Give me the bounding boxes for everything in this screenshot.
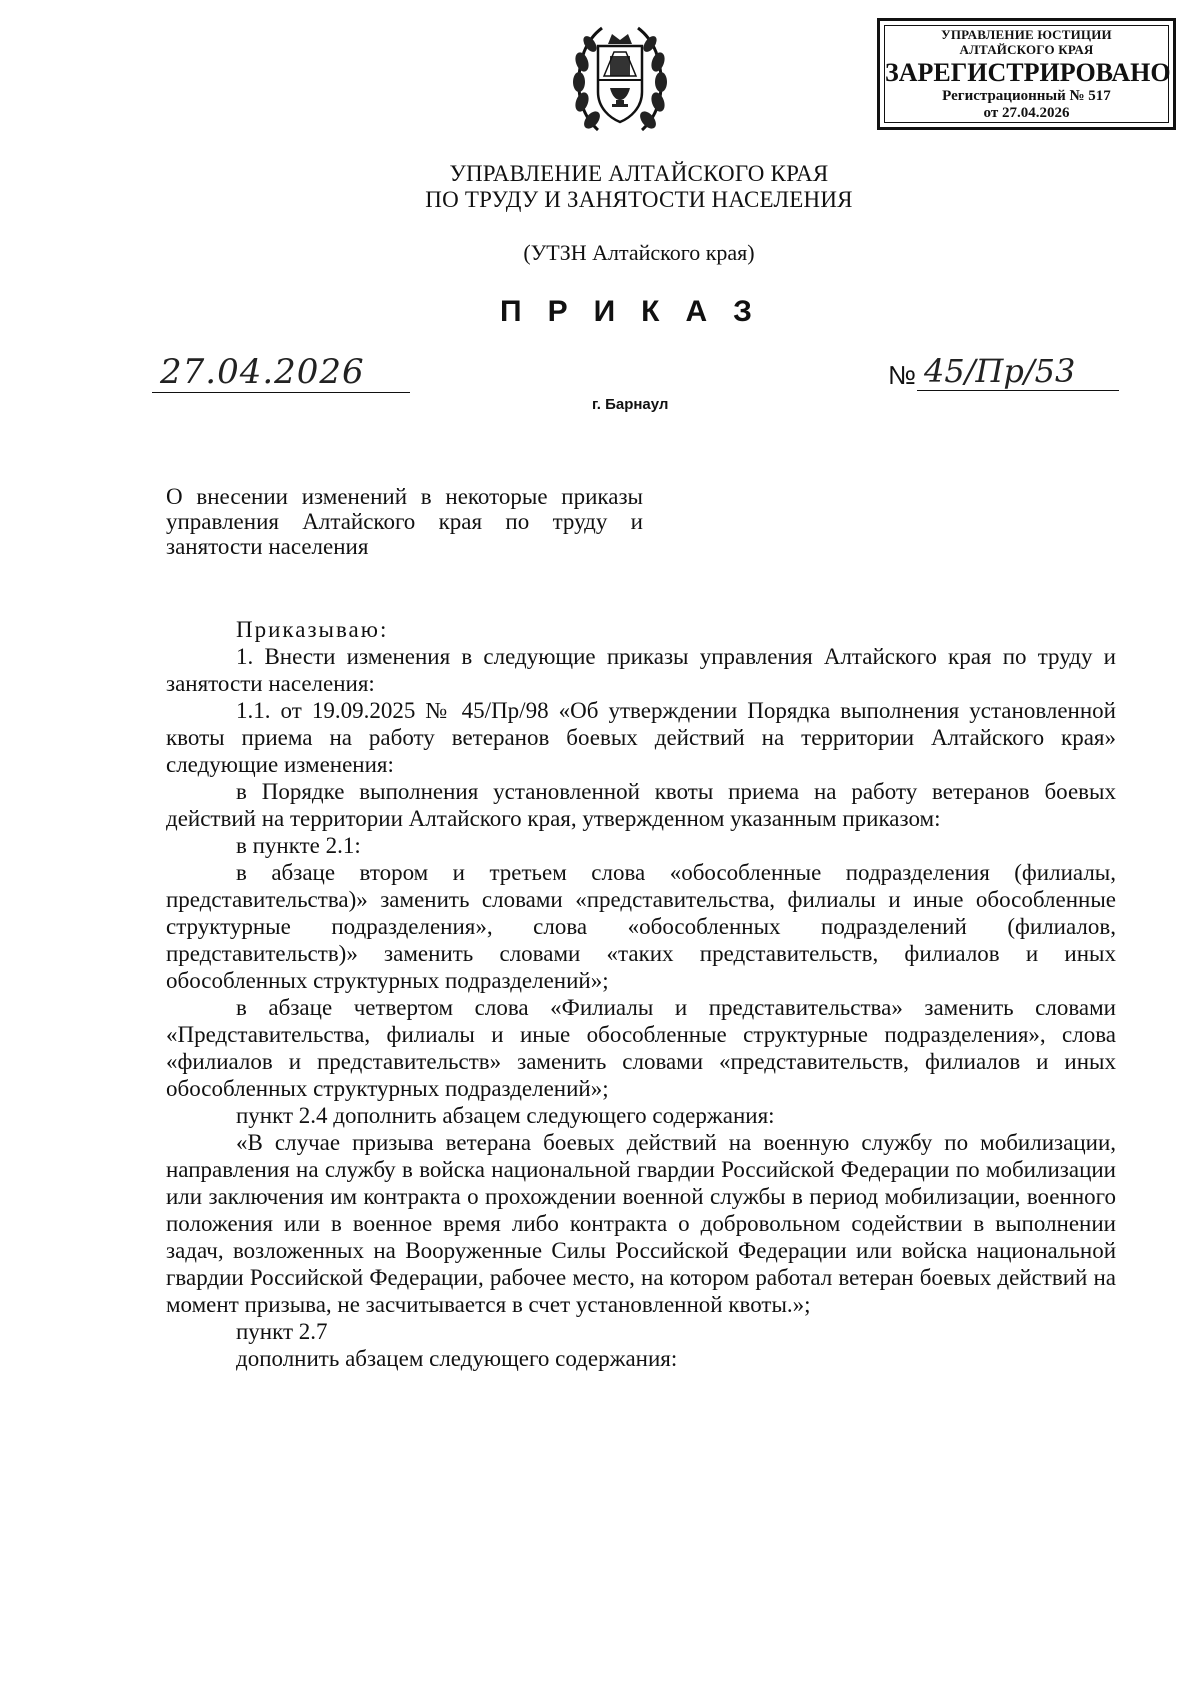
number-sign: № xyxy=(888,360,916,390)
date-underline xyxy=(152,392,410,393)
coat-of-arms-emblem xyxy=(568,22,672,140)
order-subject-text: О внесении изменений в некоторые приказы управления Алтайского края по труду и занятости населения xyxy=(166,484,643,559)
stamp-inner-border xyxy=(884,25,1169,123)
body-paragraph-clause-2-1: в пункте 2.1: xyxy=(236,833,361,858)
stamp-org-line1: УПРАВЛЕНИЕ ЮСТИЦИИ xyxy=(941,27,1112,42)
body-paragraph-1-1: 1.1. от 19.09.2025 № 45/Пр/98 «Об утверждении Порядка выполнения установленной квоты приема на работу ветеранов боевых действий на территории Алтайского края» следующие изменения: xyxy=(166,698,1116,777)
agency-name xyxy=(0,161,1200,213)
body-paragraph-abz-2-3: в абзаце втором и третьем слова «обособленные подразделения (филиалы, представительства)» заменить словами «представительства, филиалы и иные обособленные структурные подразделения», слова «обособленных подразделений (филиалов, представительств)» заменить словами «таких представительств, филиалов и иных обособленных структурных подразделений»; xyxy=(166,860,1116,993)
body-paragraph-clause-2-7: пункт 2.7 xyxy=(236,1319,328,1344)
body-paragraph-supplement: дополнить абзацем следующего содержания: xyxy=(236,1346,678,1371)
body-paragraph-order: Приказываю: xyxy=(236,617,389,642)
stamp-reg-number: Регистрационный № 517 xyxy=(942,88,1111,104)
document-type-title: ПРИКАЗ xyxy=(500,295,778,328)
agency-name-line1: УПРАВЛЕНИЕ АЛТАЙСКОГО КРАЯ xyxy=(449,161,829,186)
stamp-org-line2: АЛТАЙСКОГО КРАЯ xyxy=(959,42,1094,57)
agency-name-line2: ПО ТРУДУ И ЗАНЯТОСТИ НАСЕЛЕНИЯ xyxy=(425,187,853,212)
number-underline xyxy=(917,390,1119,391)
agency-abbreviation: (УТЗН Алтайского края) xyxy=(523,240,755,265)
order-body xyxy=(166,616,1116,1372)
registration-stamp xyxy=(877,18,1176,130)
stamp-reg-date: от 27.04.2026 xyxy=(983,105,1070,121)
body-paragraph-quote: «В случае призыва ветерана боевых действий на военную службу по мобилизации, направления на службу в войска национальной гвардии Российской Федерации по мобилизации или заключения им контракта о прохождении военной службы в период мобилизации, военного положения или в военное время либо контракта о добровольном содействии в выполнении задач, возложенных на Вооруженные Силы Российской Федерации или войска национальной гвардии Российской Федерации, рабочее место, на котором работал ветеран боевых действий на момент призыва, не засчитывается в счет установленной квоты.»; xyxy=(166,1130,1116,1317)
body-paragraph-1: 1. Внести изменения в следующие приказы управления Алтайского края по труду и занятости населения: xyxy=(166,644,1116,696)
city: г. Барнаул xyxy=(592,396,669,413)
altai-krai-coat-of-arms-icon xyxy=(568,22,672,140)
body-paragraph-abz-4: в абзаце четвертом слова «Филиалы и представительства» заменить словами «Представительства, филиалы и иные обособленные структурные подразделения», слова «филиалов и представительств» заменить словами «представительств, филиалов и иных обособленных структурных подразделений»; xyxy=(166,995,1116,1101)
order-subject xyxy=(166,484,643,559)
handwritten-date: 27.04.2026 xyxy=(160,352,365,392)
body-paragraph-procedure: в Порядке выполнения установленной квоты приема на работу ветеранов боевых действий на территории Алтайского края, утвержденном указанным приказом: xyxy=(166,779,1116,831)
body-paragraph-clause-2-4: пункт 2.4 дополнить абзацем следующего содержания: xyxy=(236,1103,775,1128)
stamp-status: ЗАРЕГИСТРИРОВАНО xyxy=(885,58,1171,87)
handwritten-number: 45/Пр/53 xyxy=(924,352,1076,390)
